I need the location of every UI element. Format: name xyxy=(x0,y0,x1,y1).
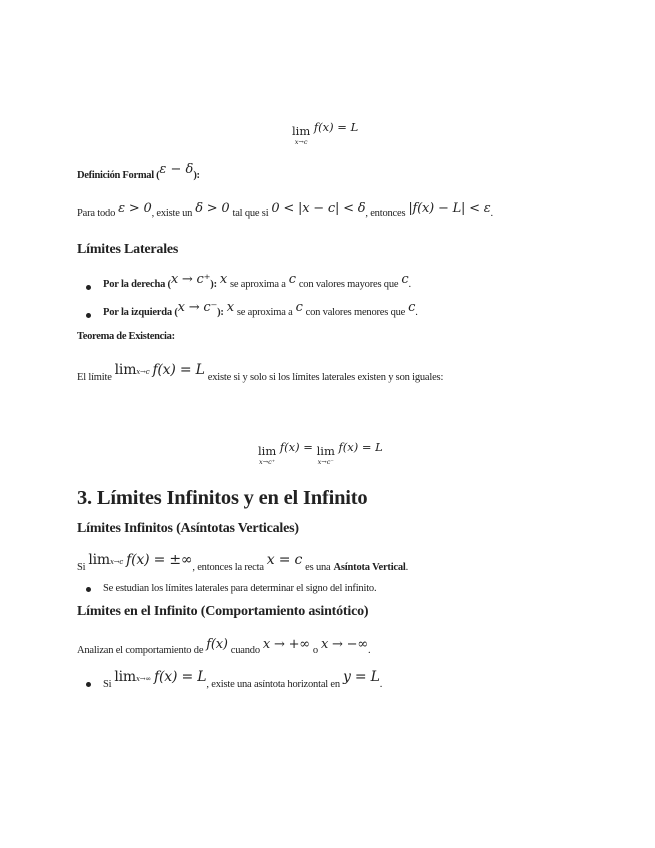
limit-definition-formula xyxy=(292,120,358,145)
lim-subscript: x→c xyxy=(294,137,308,146)
bullet-dot xyxy=(86,313,91,318)
lim-rhs: f(x) = L xyxy=(313,120,359,134)
lim-word: lim xyxy=(292,124,311,138)
infinite-limits-bullet: Se estudian los límites laterales para determinar el signo del infinito. xyxy=(103,583,377,594)
one-sided-limits-formula: lim x→c⁺ f(x) = lim x→c⁻ f(x) = L xyxy=(258,440,383,466)
asymptotic-behavior-sentence: Analizan el comportamiento de f(x) cuando x → +∞ o x → −∞ . xyxy=(77,637,371,656)
lateral-limits-heading: Límites Laterales xyxy=(77,242,179,257)
horizontal-asymptote-item: Si lim x→∞ f(x) = L , existe una asíntota horizontal en y = L . xyxy=(103,669,383,690)
epsilon-delta-math: ε − δ xyxy=(159,162,194,177)
bullet-dot xyxy=(86,587,91,592)
limits-at-infinity-subheading: Límites en el Infinito (Comportamiento asintótico) xyxy=(77,604,369,619)
infinite-limits-subheading: Límites Infinitos (Asíntotas Verticales) xyxy=(77,521,299,536)
left-limit-item: Por la izquierda ( x → c⁻ ): x se aproxima a c con valores menores que c . xyxy=(103,300,418,318)
right-limit-item: Por la derecha ( x → c⁺ ): x se aproxima a c con valores mayores que c . xyxy=(103,272,411,290)
existence-theorem-sentence: El límite lim x→c f(x) = L existe si y solo si los límites laterales existen y son iguales: xyxy=(77,362,444,383)
existence-theorem-heading: Teorema de Existencia: xyxy=(77,331,175,342)
section-3-title: 3. Límites Infinitos y en el Infinito xyxy=(77,487,368,509)
bullet-dot xyxy=(86,682,91,687)
formal-definition-sentence: Para todo ε > 0 , existe un δ > 0 tal que si 0 < |x − c| < δ , entonces |f(x) − L| < ε . xyxy=(77,201,493,219)
formal-definition-heading: Definición Formal ( ε − δ ): xyxy=(77,162,200,181)
bullet-dot xyxy=(86,285,91,290)
vertical-asymptote-sentence: Si lim x→c f(x) = ±∞ , entonces la recta x = c es una Asíntota Vertical . xyxy=(77,552,409,573)
